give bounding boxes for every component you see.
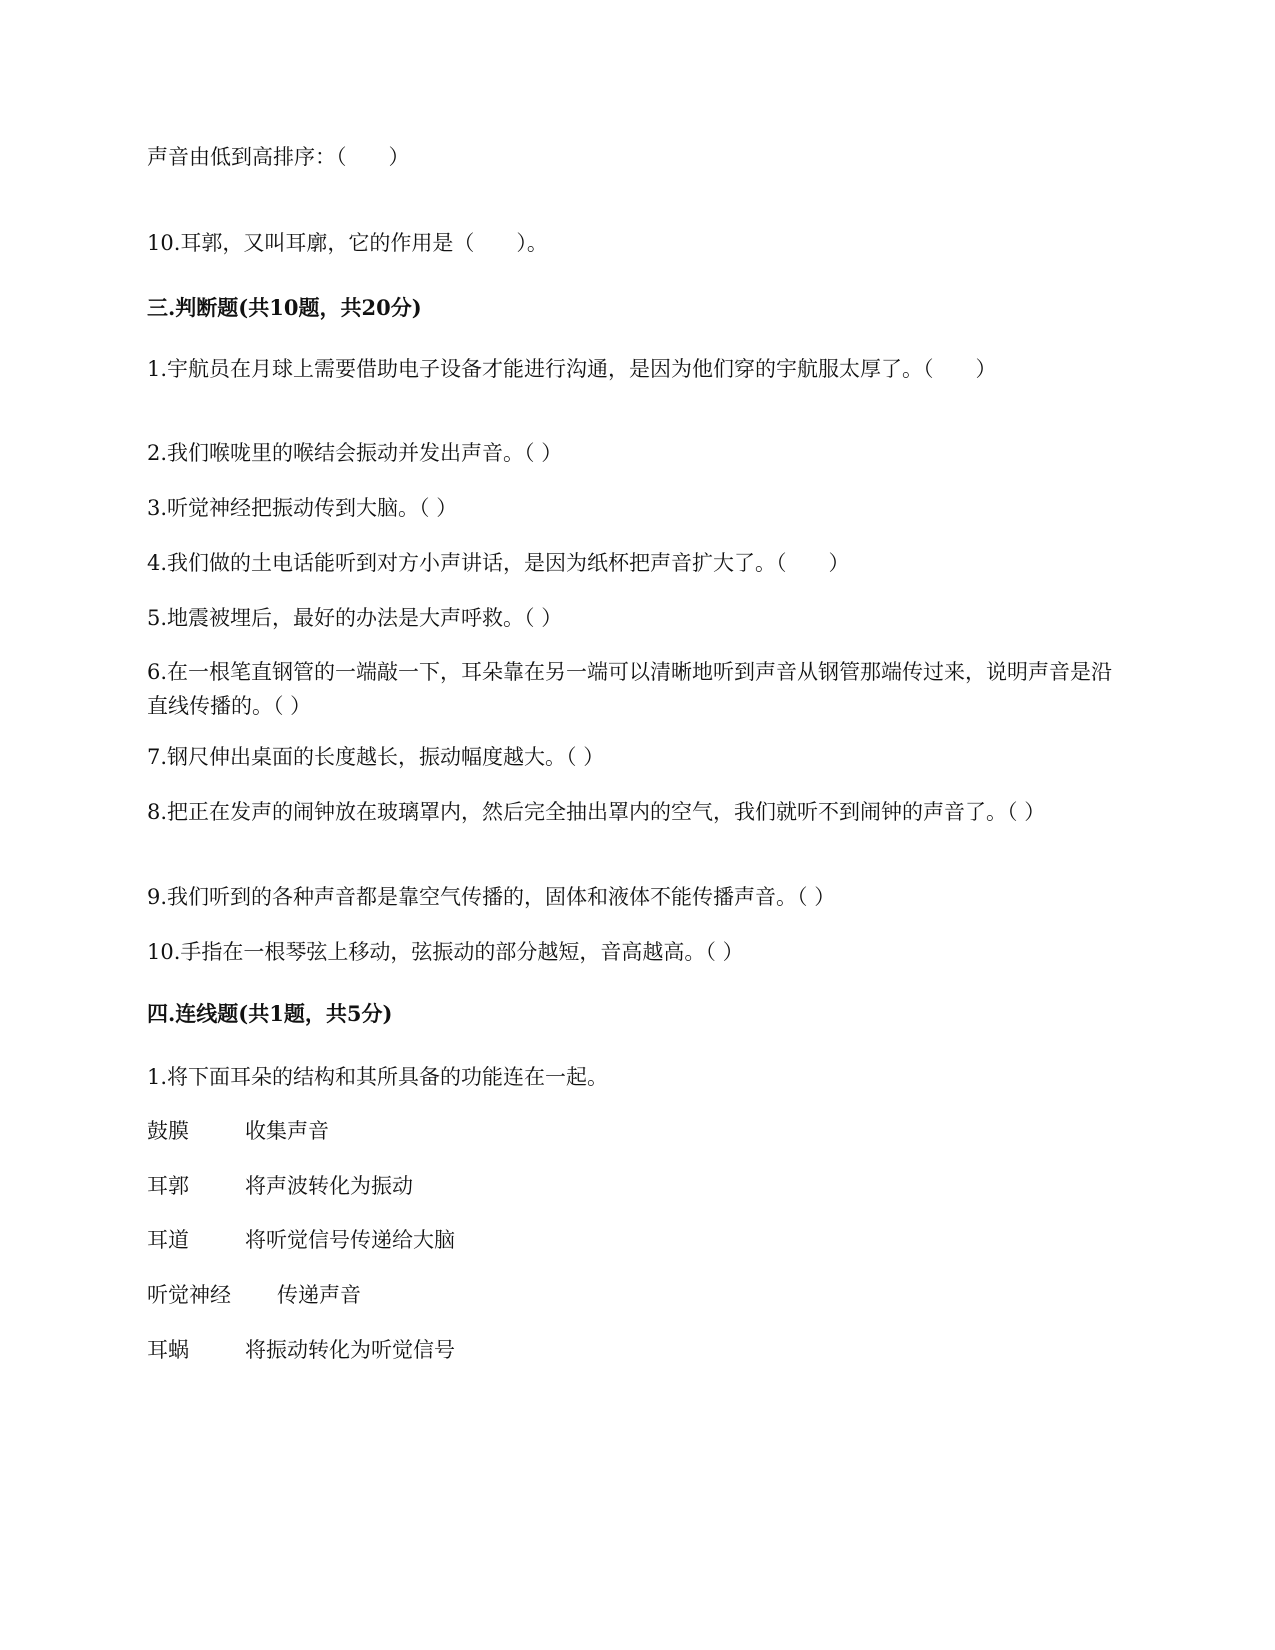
matching-function: 将声波转化为振动 <box>245 1174 413 1198</box>
matching-row-4 <box>147 1278 361 1312</box>
matching-row-5 <box>147 1333 455 1367</box>
section-3-heading: 三.判断题(共10题，共20分) <box>147 295 422 320</box>
judgment-item-1: 1.宇航员在月球上需要借助电子设备才能进行沟通，是因为他们穿的宇航服太厚了。（ ） <box>147 357 997 381</box>
matching-question: 1.将下面耳朵的结构和其所具备的功能连在一起。 <box>147 1065 609 1089</box>
matching-row-2 <box>147 1169 413 1203</box>
matching-term: 耳道 <box>147 1228 189 1252</box>
judgment-item-9: 9.我们听到的各种声音都是靠空气传播的，固体和液体不能传播声音。（ ） <box>147 885 836 909</box>
judgment-item-5: 5.地震被埋后，最好的办法是大声呼救。（ ） <box>147 606 563 630</box>
matching-function: 将听觉信号传递给大脑 <box>245 1228 455 1252</box>
matching-function: 收集声音 <box>245 1119 329 1143</box>
matching-term: 鼓膜 <box>147 1119 189 1143</box>
matching-term: 听觉神经 <box>147 1283 231 1307</box>
matching-row-3 <box>147 1223 455 1257</box>
judgment-item-7: 7.钢尺伸出桌面的长度越长，振动幅度越大。（ ） <box>147 745 605 769</box>
judgment-item-2: 2.我们喉咙里的喉结会振动并发出声音。（ ） <box>147 441 563 465</box>
section-4-heading: 四.连线题(共1题，共5分) <box>147 1001 393 1026</box>
matching-term: 耳郭 <box>147 1174 189 1198</box>
question-9-continuation: 声音由低到高排序：（ ） <box>147 145 410 169</box>
matching-function: 将振动转化为听觉信号 <box>245 1338 455 1362</box>
judgment-item-10: 10.手指在一根琴弦上移动，弦振动的部分越短，音高越高。（ ） <box>147 940 744 964</box>
judgment-item-3: 3.听觉神经把振动传到大脑。（ ） <box>147 496 458 520</box>
question-10-fill-in: 10.耳郭，又叫耳廓，它的作用是（ ）。 <box>147 231 548 255</box>
judgment-item-6: 6.在一根笔直钢管的一端敲一下，耳朵靠在另一端可以清晰地听到声音从钢管那端传过来，说明声音是沿直线传播的。（ ） <box>147 660 1113 718</box>
judgment-item-4: 4.我们做的土电话能听到对方小声讲话，是因为纸杯把声音扩大了。（ ） <box>147 551 850 575</box>
matching-row-1 <box>147 1114 329 1148</box>
judgment-item-8: 8.把正在发声的闹钟放在玻璃罩内，然后完全抽出罩内的空气，我们就听不到闹钟的声音了。（ ） <box>147 800 1046 824</box>
matching-function: 传递声音 <box>277 1283 361 1307</box>
matching-term: 耳蜗 <box>147 1338 189 1362</box>
